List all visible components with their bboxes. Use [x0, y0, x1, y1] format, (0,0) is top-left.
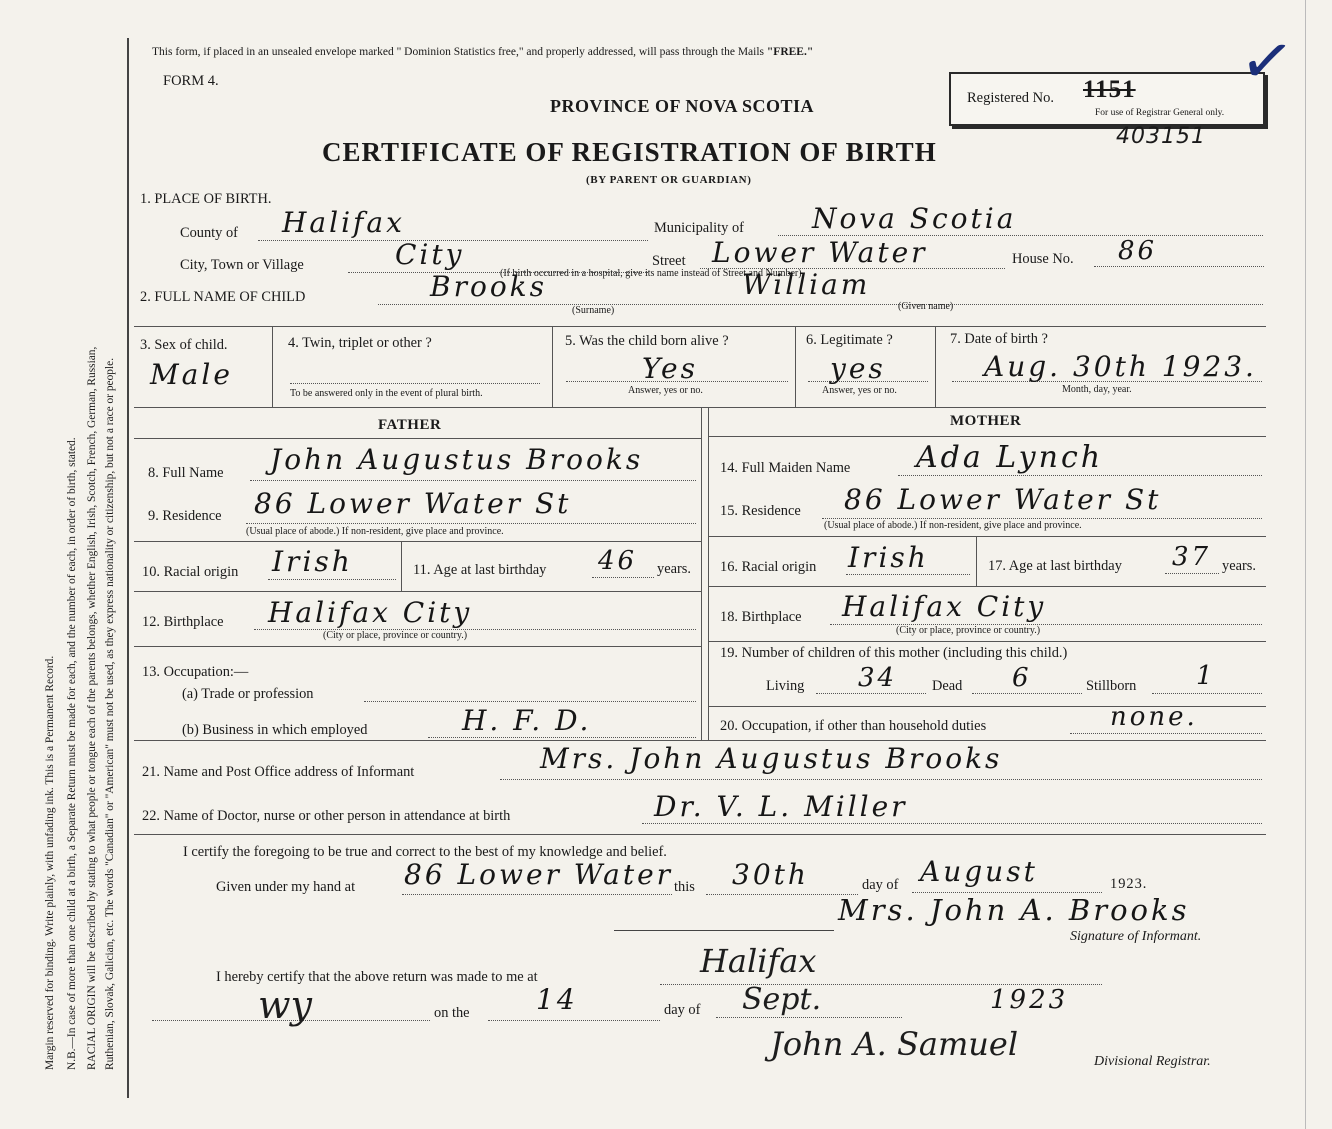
- mother-dead-label: Dead: [932, 678, 963, 694]
- child-given-name: William: [742, 268, 871, 301]
- month-value: August: [920, 855, 1038, 888]
- doctor-line: [642, 823, 1262, 824]
- twin-note: To be answered only in the event of plural birth.: [290, 388, 483, 399]
- mother-dead-line: [972, 693, 1082, 694]
- legitimate-value: yes: [830, 352, 886, 385]
- mother-stillborn-line: [1152, 693, 1262, 694]
- mother-occupation-value: none.: [1110, 702, 1198, 732]
- father-business-line: [428, 737, 696, 738]
- father-name-value: John Augustus Brooks: [270, 443, 644, 476]
- father-residence-line: [246, 523, 696, 524]
- registered-label: Registered No.: [967, 90, 1054, 106]
- father-business-value: H. F. D.: [462, 704, 592, 737]
- mother-name-label: 14. Full Maiden Name: [720, 460, 851, 476]
- father-birthplace-line: [254, 629, 696, 630]
- father-birthplace-value: Halifax City: [268, 596, 473, 629]
- father-rule-3: [134, 646, 701, 647]
- father-age-label: 11. Age at last birthday: [413, 562, 547, 578]
- informant-signature: Mrs. John A. Brooks: [838, 893, 1190, 927]
- mail-notice-text: This form, if placed in an unsealed envelope marked " Dominion Statistics free," and properly addressed, will pass through the Mails: [152, 46, 765, 58]
- informant-signature-stroke: [614, 930, 834, 931]
- row-divider-top: [134, 326, 1266, 327]
- legitimate-note: Answer, yes or no.: [822, 385, 897, 396]
- registrar-signature-label: Divisional Registrar.: [1094, 1054, 1211, 1069]
- col-divider-2: [552, 326, 553, 408]
- mother-children-label: 19. Number of children of this mother (including this child.): [720, 645, 1068, 661]
- margin-note-racial-origin: RACIAL ORIGIN will be described by stating to what people or tongue each of the parents belongs, whether English, Irish, Scotch, French, German, Russian,: [86, 346, 98, 1070]
- registrar-initials: wy: [258, 983, 312, 1027]
- parents-divider-a: [701, 408, 702, 740]
- certificate-subtitle: (BY PARENT OR GUARDIAN): [586, 174, 752, 186]
- county-label: County of: [180, 225, 238, 241]
- margin-instructions: [0, 0, 128, 1129]
- informant-bottom-rule: [134, 834, 1266, 835]
- twin-label: 4. Twin, triplet or other ?: [288, 335, 432, 351]
- doctor-label: 22. Name of Doctor, nurse or other person in attendance at birth: [142, 808, 511, 824]
- city-label: City, Town or Village: [180, 257, 304, 273]
- mother-race-line: [846, 574, 970, 575]
- given-name-note: (Given name): [898, 301, 954, 312]
- father-birthplace-label: 12. Birthplace: [142, 614, 224, 630]
- registration-box: [949, 72, 1265, 126]
- mother-age-divider: [976, 536, 977, 586]
- father-name-label: 8. Full Name: [148, 465, 224, 481]
- mother-living-line: [816, 693, 926, 694]
- margin-note-nationality: Ruthenian, Slovak, Galician, etc. The words "Canadian" or "American" must not be used, as they express nationality or citizenship, but not a race or people.: [104, 357, 116, 1070]
- reg-year-value: 1923: [990, 985, 1069, 1015]
- mother-residence-label: 15. Residence: [720, 503, 801, 519]
- mother-age-line: [1165, 573, 1219, 574]
- father-race-value: Irish: [272, 545, 353, 578]
- mother-heading-rule: [709, 436, 1266, 437]
- mother-birthplace-label: 18. Birthplace: [720, 609, 802, 625]
- sex-label: 3. Sex of child.: [140, 337, 228, 353]
- father-name-line: [250, 480, 696, 481]
- page-edge: [1305, 0, 1306, 1129]
- place-of-birth-label: 1. PLACE OF BIRTH.: [140, 191, 272, 207]
- reg-day-value: 14: [536, 983, 578, 1016]
- father-age-line: [592, 577, 654, 578]
- dob-note: Month, day, year.: [1062, 384, 1132, 395]
- given-place-line: [402, 894, 672, 895]
- registrar-signature: John A. Samuel: [770, 1025, 1019, 1063]
- informant-value: Mrs. John Augustus Brooks: [540, 742, 1003, 775]
- mother-occupation-label: 20. Occupation, if other than household duties: [720, 718, 987, 734]
- father-business-label: (b) Business in which employed: [182, 722, 368, 738]
- mother-years: years.: [1222, 558, 1256, 574]
- certify-statement: I certify the foregoing to be true and correct to the best of my knowledge and belief.: [183, 844, 667, 860]
- street-value: Lower Water: [712, 236, 928, 269]
- father-rule-2: [134, 591, 701, 592]
- alive-note: Answer, yes or no.: [628, 385, 703, 396]
- registrar-place-value: Halifax: [700, 942, 817, 980]
- mother-race-value: Irish: [848, 541, 929, 574]
- mother-rule-3: [709, 641, 1266, 642]
- father-race-line: [268, 579, 396, 580]
- child-name-label: 2. FULL NAME OF CHILD: [140, 289, 306, 305]
- father-age-value: 46: [598, 546, 638, 576]
- stamp-number: 403151: [1116, 124, 1206, 149]
- sex-value: Male: [150, 358, 233, 391]
- father-trade-line: [364, 701, 696, 702]
- father-heading: FATHER: [378, 417, 442, 433]
- binding-margin-line: [127, 38, 129, 1098]
- mother-residence-line: [822, 518, 1262, 519]
- dob-label: 7. Date of birth ?: [950, 331, 1048, 347]
- mother-name-line: [898, 475, 1262, 476]
- mother-rule-1: [709, 536, 1266, 537]
- given-place-value: 86 Lower Water: [404, 858, 674, 891]
- child-name-line: [378, 304, 1263, 305]
- father-age-divider: [401, 541, 402, 591]
- registered-number: 1151: [1083, 76, 1136, 103]
- informant-label: 21. Name and Post Office address of Informant: [142, 764, 415, 780]
- mail-free: "FREE.": [766, 46, 814, 58]
- given-under-label: Given under my hand at: [216, 879, 356, 895]
- mother-name-value: Ada Lynch: [916, 440, 1104, 475]
- row-divider-bottom: [134, 407, 1266, 408]
- street-label: Street: [652, 253, 686, 269]
- mother-living-label: Living: [766, 678, 805, 694]
- year-value: 1923.: [1110, 876, 1148, 892]
- on-the-label: on the: [434, 1005, 470, 1021]
- father-residence-value: 86 Lower Water St: [254, 487, 572, 520]
- col-divider-1: [272, 326, 273, 408]
- margin-note-binding: Margin reserved for binding. Write plainly, with unfading ink. This is a Permanent Record.: [44, 655, 56, 1070]
- mother-dead-value: 6: [1012, 663, 1032, 693]
- day-of-label: day of: [862, 877, 899, 893]
- father-birthplace-note: (City or place, province or country.): [323, 630, 468, 641]
- mother-race-label: 16. Racial origin: [720, 559, 817, 575]
- house-no-label: House No.: [1012, 251, 1074, 267]
- municipality-value: Nova Scotia: [812, 202, 1017, 235]
- mother-stillborn-value: 1: [1196, 661, 1216, 691]
- mother-residence-note: (Usual place of abode.) If non-resident, give place and province.: [824, 520, 1082, 531]
- this-label: this: [674, 879, 695, 895]
- father-occupation-label: 13. Occupation:—: [142, 664, 249, 680]
- form-number: FORM 4.: [163, 73, 219, 89]
- house-no-value: 86: [1118, 236, 1158, 266]
- mother-age-value: 37: [1172, 542, 1212, 572]
- reg-month-value: Sept.: [742, 982, 822, 1017]
- check-mark: ✓: [1235, 21, 1299, 103]
- province-heading: PROVINCE OF NOVA SCOTIA: [550, 96, 815, 116]
- mail-notice: [152, 46, 813, 58]
- father-trade-label: (a) Trade or profession: [182, 686, 314, 702]
- city-value: City: [395, 238, 465, 271]
- col-divider-3: [795, 326, 796, 408]
- reg-month-line: [716, 1017, 902, 1018]
- col-divider-4: [935, 326, 936, 408]
- informant-signature-label: Signature of Informant.: [1070, 929, 1202, 944]
- mother-stillborn-label: Stillborn: [1086, 678, 1137, 694]
- county-value: Halifax: [282, 206, 405, 239]
- twin-line: [290, 383, 540, 384]
- alive-value: Yes: [642, 352, 698, 385]
- legitimate-label: 6. Legitimate ?: [806, 332, 893, 348]
- mother-residence-value: 86 Lower Water St: [844, 483, 1162, 516]
- day-value: 30th: [732, 858, 809, 891]
- father-years: years.: [657, 561, 691, 577]
- mother-age-label: 17. Age at last birthday: [988, 558, 1122, 574]
- informant-line: [500, 779, 1262, 780]
- mother-heading: MOTHER: [950, 413, 1022, 429]
- father-heading-rule: [134, 438, 701, 439]
- mother-birthplace-note: (City or place, province or country.): [896, 625, 1041, 636]
- certificate-title: CERTIFICATE OF REGISTRATION OF BIRTH: [322, 137, 937, 167]
- municipality-label: Municipality of: [654, 220, 744, 236]
- house-no-line: [1094, 266, 1264, 267]
- father-race-label: 10. Racial origin: [142, 564, 239, 580]
- mother-birthplace-line: [830, 624, 1262, 625]
- father-residence-label: 9. Residence: [148, 508, 222, 524]
- registrar-certify-label: I hereby certify that the above return was made to me at: [216, 969, 538, 985]
- reg-day-line: [488, 1020, 660, 1021]
- street-note: (If birth occurred in a hospital, give its name instead of Street and Number): [500, 268, 802, 279]
- mother-birthplace-value: Halifax City: [842, 590, 1047, 623]
- mother-occupation-line: [1070, 733, 1262, 734]
- doctor-value: Dr. V. L. Miller: [654, 790, 908, 823]
- surname-note: (Surname): [572, 305, 615, 316]
- child-surname: Brooks: [430, 270, 548, 303]
- father-residence-note: (Usual place of abode.) If non-resident, give place and province.: [246, 526, 504, 537]
- alive-label: 5. Was the child born alive ?: [565, 333, 729, 349]
- parents-divider-b: [708, 408, 709, 740]
- reg-day-of-label: day of: [664, 1002, 701, 1018]
- margin-note-multiple-births: N.B.—In case of more than one child at a birth, a Separate Return must be made for each, and the number of each, in order of birth, stated.: [66, 437, 78, 1070]
- registrar-note: For use of Registrar General only.: [1095, 108, 1225, 118]
- dob-value: Aug. 30th 1923.: [984, 350, 1257, 383]
- father-rule-1: [134, 541, 701, 542]
- day-line: [706, 894, 858, 895]
- mother-living-value: 34: [858, 663, 898, 693]
- mother-rule-2: [709, 586, 1266, 587]
